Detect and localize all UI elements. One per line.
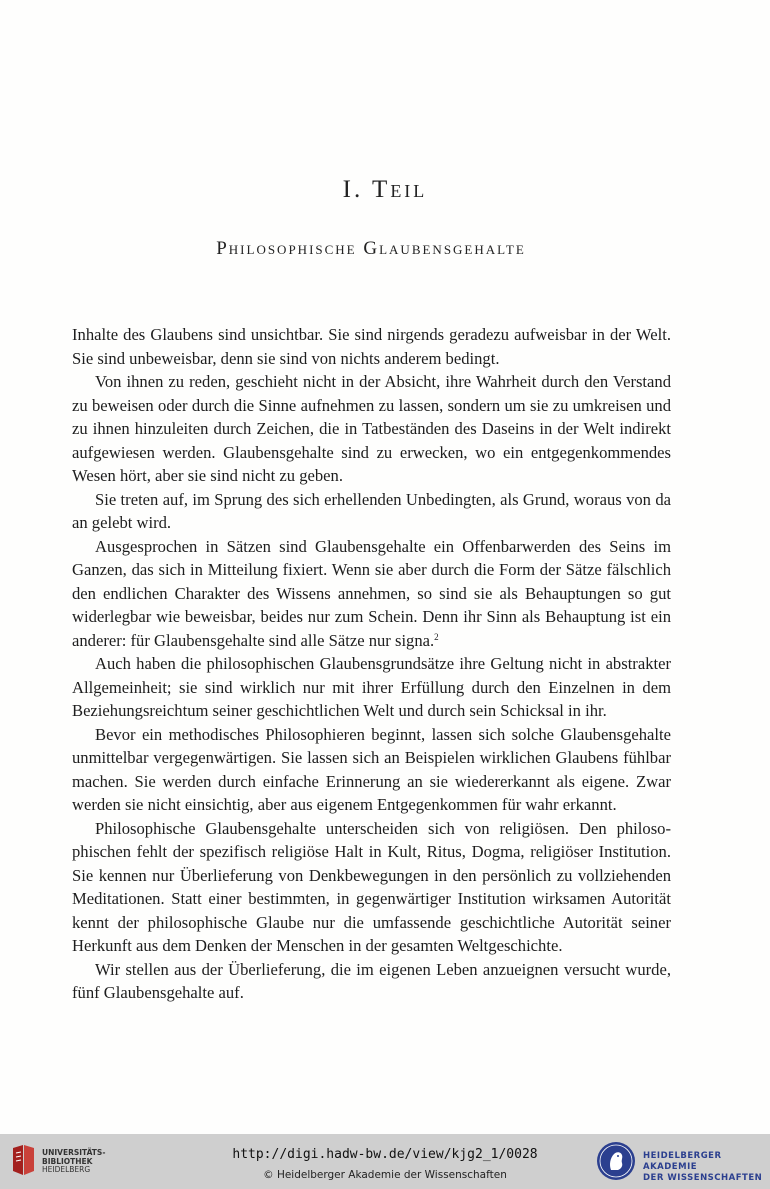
paragraph <box>72 535 671 653</box>
chapter-subtitle: Philosophische Glaubensgehalte <box>216 238 526 259</box>
permalink-url[interactable]: http://digi.hadw-bw.de/view/kjg2_1/0028 <box>232 1147 538 1162</box>
copyright-notice: © Heidelberger Akademie der Wissenschaften <box>263 1169 507 1181</box>
university-library-name: UNIVERSITÄTS- BIBLIOTHEK HEIDELBERG <box>42 1148 106 1174</box>
paragraph: Sie treten auf, im Sprung des sich erhellenden Unbedingten, als Grund, woraus von da an gelebt wird. <box>72 489 671 532</box>
paragraph: Philosophische Glaubensgehalte unterscheiden sich von religiösen. Den philosophischen fehlt der spezifisch religiöse Halt in Kult, Ritus, Dogma, religiöser Institution. Sie kennen nur Überlieferung von Denkbewegungen in den persönlich zu vollziehenden Meditationen. Statt einer bestimmten, in gegenwärtiger Institution wirksamen Autorität kennt der philosophische Glaube nur die umfassende geschichtliche Autorität seiner Herkunft aus dem Denken der Menschen in der gesamten Weltgeschichte. <box>72 818 671 955</box>
paragraph: Wir stellen aus der Überlieferung, die im eigenen Leben anzueignen versucht wurde, fünf Glaubensgehalte auf. <box>72 959 671 1002</box>
body-text <box>72 323 671 1005</box>
viewer-footer <box>0 1134 770 1189</box>
academy-seal-icon[interactable] <box>596 1141 636 1181</box>
part-title: I. Teil <box>342 176 428 203</box>
paragraph-text: Ausgesprochen in Sätzen sind Glaubensgehalte ein Offenbarwerden des Seins im Ganzen, das sich in Mitteilung fixiert. Wenn sie aber durch die Form der Sätze fälschlich den endlichen Charakter des Wissens annehmen, so sind sie als Behauptungen so gut widerlegbar wie beweisbar, beides nur zum Schein. Denn ihr Sinn als Behauptung ist ein anderer: für Glaubensgehalte sind alle Sätze nur signa. <box>72 536 671 650</box>
paragraph: Auch haben die philosophischen Glaubensgrundsätze ihre Geltung nicht in abstrakter Allgemeinheit; sie sind wirklich nur mit ihrer Erfüllung durch den Einzelnen in dem Beziehungsreichtum seiner geschichtlichen Welt und durch sein Schicksal in ihr. <box>72 654 671 720</box>
paragraph: Von ihnen zu reden, geschieht nicht in der Absicht, ihre Wahrheit durch den Verstand zu beweisen oder durch die Sinne aufnehmen zu lassen, sondern um sie zu umkreisen und zu ihnen hinzuleiten durch Zeichen, die in Tatbeständen des Daseins in der Welt indirekt aufgewiesen werden. Glaubensgehalte sind zu erwecken, wo ein entgegenkommendes Wesen hört, aber sie sind nicht zu geben. <box>72 372 671 485</box>
paragraph: Bevor ein methodisches Philosophieren beginnt, lassen sich solche Glaubensgehalte unmittelbar vergegenwärtigen. Sie lassen sich an Beispielen wirklichen Glaubens fühlbar machen. Sie werden durch einfache Erinnerung an sie wiedererkannt als eigene. Zwar werden sie nicht einsichtig, aber aus eigenem Entgegenkommen für wahr erkannt. <box>72 724 671 814</box>
academy-name: HEIDELBERGER AKADEMIE DER WISSENSCHAFTEN <box>643 1151 763 1183</box>
footnote-marker[interactable]: 2 <box>434 631 439 642</box>
paragraph: Inhalte des Glaubens sind unsichtbar. Sie sind nirgends geradezu aufweisbar in der Welt. Sie sind unbeweisbar, denn sie sind von nichts anderem bedingt. <box>72 325 671 368</box>
